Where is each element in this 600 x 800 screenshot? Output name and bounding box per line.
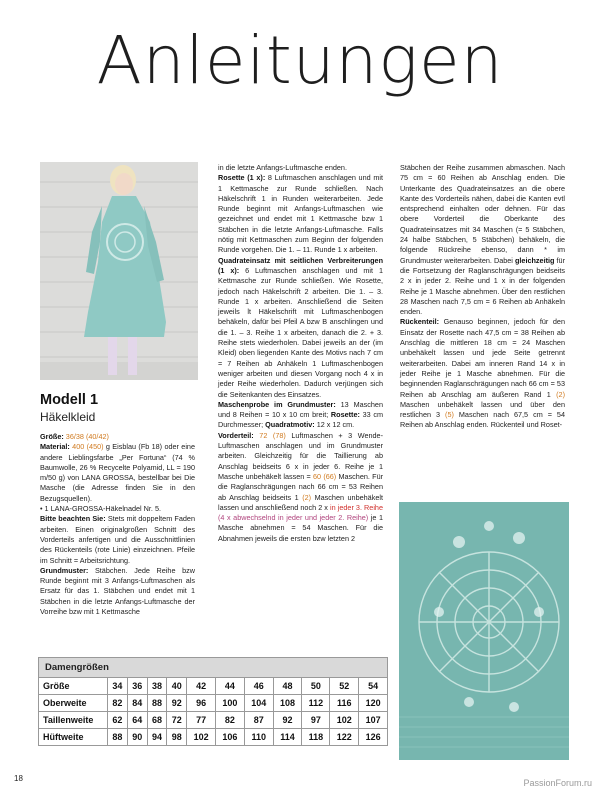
- gauge-label: Maschenprobe im Grundmuster:: [218, 399, 336, 409]
- table-cell: 50: [302, 678, 330, 695]
- size-value: 36/38: [65, 432, 84, 441]
- square-motif-text: 12 x 12 cm.: [314, 420, 355, 430]
- material-amount-alt: (450): [86, 442, 104, 452]
- table-cell: 106: [216, 729, 245, 746]
- front-raglan-rows-alt: (4 x abwechselnd in jeder und jeder 2. Reihe): [218, 513, 369, 523]
- table-cell: 102: [330, 712, 359, 729]
- needle-paragraph: • 1 LANA-GROSSA-Häkelnadel Nr. 5.: [40, 504, 162, 514]
- table-cell: 82: [108, 695, 128, 712]
- table-cell: 107: [359, 712, 388, 729]
- front-continued-text-1: Stäbchen der Reihe zusammen abmaschen. Nach 75 cm = 60 Reihen ab Anschlag enden. Die Unterkante des Quadrateinsatzes an die obere Kante des Vorderteils nähen, dabei die Kanten evtl entsprechend einhalten oder dehnen. Für das obere Vorderteil die Oberkante des Quadrateinsatzes mit 34 Maschen (= 5 Stäbchen, 24 halbe Stäbchen, 5 Stäbchen) behäkeln, die folgende Rückreihe ebenso, dann * im Grundmuster weiterarbeiten. Dabei: [400, 163, 565, 265]
- note-label: Bitte beachten Sie:: [40, 514, 106, 524]
- front-raglan-rows: in jeder 3. Reihe: [330, 502, 383, 512]
- gauge-text: 13 Maschen und 8 Reihen = 10 x 10 cm breit;: [218, 399, 383, 420]
- size-label: Größe:: [40, 432, 64, 441]
- table-cell: 100: [216, 695, 245, 712]
- material-label: Material:: [40, 442, 70, 452]
- back-paragraph: [400, 317, 565, 430]
- rosette-label: Rosette (1 x):: [218, 173, 266, 183]
- lace-detail-illustration: [399, 502, 569, 760]
- back-text-1: Genauso beginnen, jedoch für den Einsatz der Rosette nach 47,5 cm = 38 Reihen ab Anschlag die mittleren 18 cm = 24 Maschen unbehäkelt lassen und jede Seite getrennt weiterarbeiten. Dabei am inneren Rand 14 x in jeder Reihe je 1 Masche abnehmen. Für die beginnenden Raglanschrägungen nach 66 cm = 53 Reihen ab Anschlag am äußeren Rand 1: [400, 317, 565, 399]
- front-text-4: je 1 Masche abnehmen = 54 Maschen. Für die Abnahmen jeweils die ersten bzw letzten 2: [218, 513, 383, 543]
- table-row-label: Größe: [39, 678, 108, 695]
- table-cell: 104: [244, 695, 273, 712]
- front-count-alt: (66): [323, 471, 337, 481]
- square-motif-label: Quadratmotiv:: [265, 420, 315, 430]
- rosette-size-text: 33 cm Durchmesser;: [218, 410, 383, 430]
- table-cell: 92: [273, 712, 302, 729]
- material-paragraph: [40, 442, 195, 504]
- rosette-paragraph: [218, 173, 383, 255]
- back-text-2: Maschen unbehäkelt lassen und über den restlichen 3: [400, 399, 565, 420]
- table-cell: 54: [359, 678, 388, 695]
- table-cell: 110: [244, 729, 273, 746]
- front-continued-text-2: für die Fortsetzung der Raglanschrägungen beidseits 2 x in jeder 2. Reihe und 1 x in der folgenden Reihe je 1 Masche abnehmen. Über den restlichen 28 Maschen nach 7,5 cm = 6 Reihen ab Anhäkeln enden.: [400, 255, 565, 317]
- table-row-label: Oberweite: [39, 695, 108, 712]
- front-raglan-alt: (2): [302, 492, 312, 502]
- front-continued-paragraph: [400, 163, 565, 317]
- table-cell: 84: [127, 695, 147, 712]
- table-row-label: Hüftweite: [39, 729, 108, 746]
- front-paragraph: [218, 431, 383, 544]
- table-cell: 88: [108, 729, 128, 746]
- table-cell: 94: [147, 729, 167, 746]
- pattern-text: Stäbchen. Jede Reihe bzw Runde beginnt mit 3 Anfangs-Luftmaschen als Ersatz für das 1. Stäbchen und endet mit 1 Stäbchen in die letzte Anfangs-Luftmasche der Vorreihe bzw mit 1 Kettmasche: [40, 565, 195, 617]
- table-cell: 44: [216, 678, 245, 695]
- simultaneously-label: gleichzeitig: [514, 255, 555, 265]
- square-insert-paragraph: [218, 256, 383, 400]
- square-insert-label: Quadrateinsatz mit seitlichen Verbreiterungen (1 x):: [218, 255, 383, 275]
- table-cell: 48: [273, 678, 302, 695]
- front-label: Vorderteil:: [218, 430, 254, 440]
- table-cell: 38: [147, 678, 167, 695]
- table-cell: 40: [167, 678, 187, 695]
- table-cell: 118: [302, 729, 330, 746]
- table-cell: 90: [127, 729, 147, 746]
- table-row: [39, 729, 388, 746]
- table-cell: 68: [147, 712, 167, 729]
- table-cell: 120: [359, 695, 388, 712]
- table-cell: 77: [187, 712, 216, 729]
- front-text-2: Maschen. Für die Raglanschrägungen nach 66 cm = 53 Reihen ab Anschlag beidseits 1: [218, 471, 384, 502]
- table-cell: 97: [302, 712, 330, 729]
- gauge-paragraph: [218, 400, 383, 431]
- continuation-text: in die letzte Anfangs-Luftmasche enden.: [218, 163, 347, 172]
- front-text-3: Maschen unbehäkelt lassen und anschließend noch 2 x: [218, 492, 383, 512]
- back-stitches-alt: (5): [445, 410, 454, 420]
- table-cell: 72: [167, 712, 187, 729]
- table-cell: 126: [359, 729, 388, 746]
- note-paragraph: [40, 514, 195, 565]
- size-value-alt: (40/42): [85, 432, 109, 441]
- table-cell: 96: [187, 695, 216, 712]
- back-raglan-alt: (2): [556, 389, 565, 399]
- front-stitches: 72: [259, 430, 268, 440]
- table-cell: 92: [167, 695, 187, 712]
- table-cell: 122: [330, 729, 359, 746]
- table-row: [39, 695, 388, 712]
- note-text: Stets mit doppeltem Faden arbeiten. Einen originalgroßen Schnitt des Vorderteils anfertigen und die Ausschnittlinien des Rückenteils (rote Linie) einzeichnen. Pfeile im Schnitt = Arbeitsrichtung.: [40, 514, 195, 565]
- table-cell: 114: [273, 729, 302, 746]
- instructions-column-2: [218, 163, 383, 544]
- size-table-grid: [38, 677, 388, 746]
- model-photo-illustration: [40, 162, 198, 380]
- size-paragraph: [40, 432, 195, 442]
- table-cell: 46: [244, 678, 273, 695]
- front-count: 60: [313, 471, 322, 481]
- table-cell: 87: [244, 712, 273, 729]
- back-label: Rückenteil:: [400, 317, 440, 327]
- instructions-column-1: [40, 432, 195, 617]
- size-table-title: Damengrößen: [38, 657, 388, 677]
- table-cell: 42: [187, 678, 216, 695]
- instructions-column-3: [400, 163, 565, 431]
- table-cell: 112: [302, 695, 330, 712]
- table-cell: 102: [187, 729, 216, 746]
- table-cell: 82: [216, 712, 245, 729]
- model-subtitle: Häkelkleid: [40, 410, 96, 424]
- back-text-3: Maschen nach 67,5 cm = 54 Reihen ab Anschlag enden. Rückenteil und Roset-: [400, 410, 565, 430]
- model-title: Modell 1: [40, 392, 99, 408]
- page-number: 18: [14, 774, 23, 783]
- rosette-size-label: Rosette:: [330, 410, 360, 420]
- table-row-label: Taillenweite: [39, 712, 108, 729]
- material-amount: 400: [72, 442, 85, 452]
- table-row: [39, 678, 388, 695]
- pattern-label: Grundmuster:: [40, 565, 89, 575]
- watermark: PassionForum.ru: [523, 778, 592, 788]
- table-cell: 98: [167, 729, 187, 746]
- table-cell: 34: [108, 678, 128, 695]
- front-stitches-alt: (78): [272, 430, 286, 440]
- detail-photo: [399, 502, 569, 760]
- table-cell: 108: [273, 695, 302, 712]
- size-table: [38, 657, 388, 746]
- table-cell: 88: [147, 695, 167, 712]
- table-cell: 64: [127, 712, 147, 729]
- table-row: [39, 712, 388, 729]
- model-photo: [40, 162, 198, 380]
- square-insert-text: 6 Luftmaschen anschlagen und mit 1 Kettmasche zur Runde schließen. Wie Rosette, jedoch nach Häkelschrift 2 arbeiten. Die 1. – 3. Runde 1 x arbeiten. Anschließend die Seiten jeweils lt Häkelschrift mit Luftmaschenbogen behäkeln, dafür bei Pfeil A bzw B anschlingen und die 1. – 3. Reihe 1 x arbeiten, danach die 2. + 3. Reihe stets wiederholen. Dabei jeweils an der (im Kleid) oben liegenden Kante des Motivs nach 7 cm = 7 Reihen ab Anhäkeln 1 Luftmaschenbogen weniger arbeiten und diesen Vorgang noch 4 x in jeder Reihe wiederholen. Dadurch verjüngen sich die Seitenkanten des Einsatzes.: [218, 265, 383, 399]
- table-cell: 36: [127, 678, 147, 695]
- material-text: g Eisblau (Fb 18) oder eine andere Lieblingsfarbe „Per Fortuna“ (74 % Baumwolle, 26 % Recycelte Polyamid, LL = 190 m/50 g) von LANA GROSSA, bestellbar bei Die Masche (die Adresse finden Sie in den Bezugsquellen).: [40, 442, 195, 503]
- pattern-paragraph: [40, 566, 195, 617]
- table-cell: 116: [330, 695, 359, 712]
- table-cell: 52: [330, 678, 359, 695]
- page-title: Anleitungen: [96, 22, 504, 99]
- rosette-text: 8 Luftmaschen anschlagen und mit 1 Kettmasche zur Runde schließen. Nach Häkelschrift 1 in Runden weiterarbeiten. Jede Runde beginnt mit Anfangs-Luftmaschen wie gezeichnet und endet mit 1 Kettmasche bzw 1 Stäbchen in die letzte Anfangs-Luftmasche. Falls nötig mit Kettmaschen zum Beginn der folgenden Runde vorgehen. Die 1. – 11. Runde 1 x arbeiten.: [218, 173, 383, 255]
- front-text-1: Luftmaschen + 3 Wende-Luftmaschen anschlagen und im Grundmuster arbeiten. Gleichzeitig für die Taillierung ab Anschlag beidseits 6 x in jeder 6. Reihe je 1 Masche unbehäkelt lassen =: [218, 430, 384, 481]
- table-cell: 62: [108, 712, 128, 729]
